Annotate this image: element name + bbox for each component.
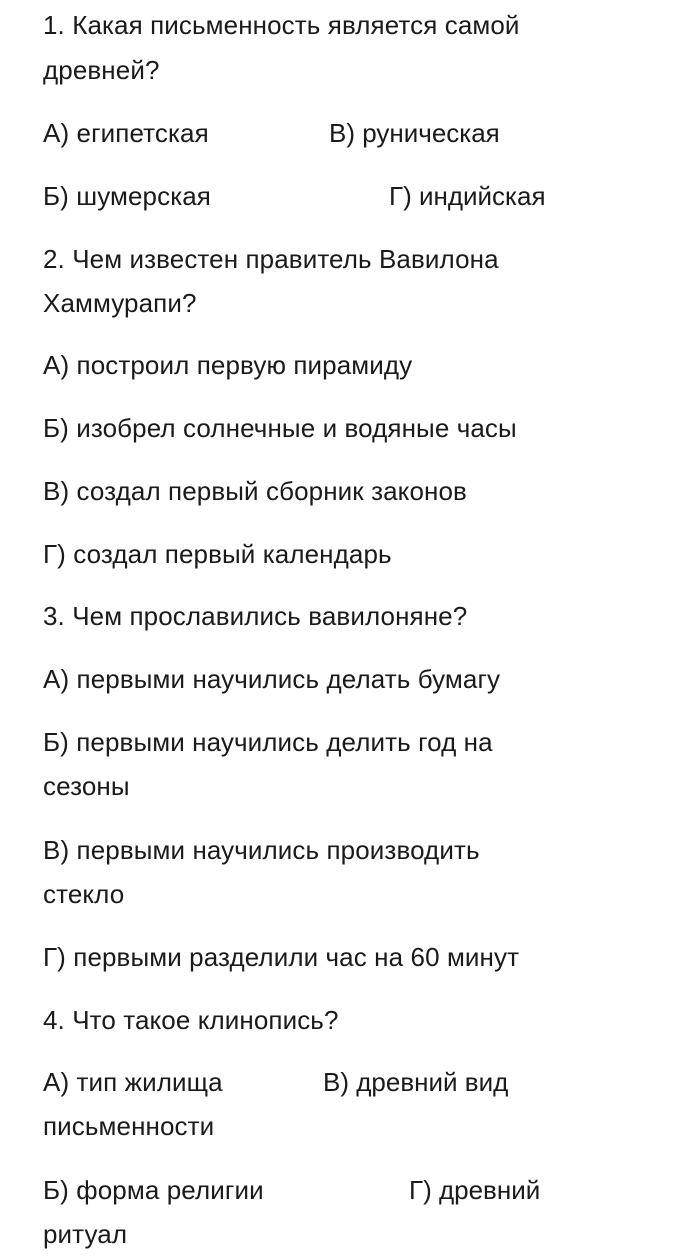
question-4-option-v-line-1: В) древний вид (323, 1067, 509, 1097)
question-1-option-b: Б) шумерская (43, 181, 211, 211)
question-4-option-v-line-2: письменности (43, 1111, 215, 1141)
question-1-option-g: Г) индийская (389, 181, 546, 211)
question-1-text-line-1: 1. Какая письменность является самой (43, 10, 520, 40)
question-3-option-a: А) первыми научились делать бумагу (43, 664, 501, 694)
question-4-option-g-line-2: ритуал (43, 1219, 128, 1249)
question-2-option-b: Б) изобрел солнечные и водяные часы (43, 413, 517, 443)
question-2-text-line-1: 2. Чем известен правитель Вавилона (43, 244, 499, 274)
question-4-option-g-line-1: Г) древний (409, 1175, 541, 1205)
question-1-option-v: В) руническая (329, 118, 500, 148)
question-4-option-a: А) тип жилища (43, 1067, 223, 1097)
question-2-option-v: В) создал первый сборник законов (43, 476, 467, 506)
question-3-option-v-line-1: В) первыми научились производить (43, 835, 480, 865)
question-1-option-a: А) египетская (43, 118, 209, 148)
question-3-text: 3. Чем прославились вавилоняне? (43, 601, 468, 631)
question-2-text-line-2: Хаммурапи? (43, 288, 197, 318)
question-3-option-g: Г) первыми разделили час на 60 минут (43, 942, 520, 972)
question-4-text: 4. Что такое клинопись? (43, 1005, 339, 1035)
question-3-option-v-line-2: стекло (43, 879, 125, 909)
question-2-option-g: Г) создал первый календарь (43, 539, 392, 569)
question-1-text-line-2: древней? (43, 55, 160, 85)
question-3-option-b-line-1: Б) первыми научились делить год на (43, 727, 493, 757)
question-3-option-b-line-2: сезоны (43, 771, 130, 801)
question-2-option-a: А) построил первую пирамиду (43, 350, 413, 380)
question-4-option-b: Б) форма религии (43, 1175, 264, 1205)
